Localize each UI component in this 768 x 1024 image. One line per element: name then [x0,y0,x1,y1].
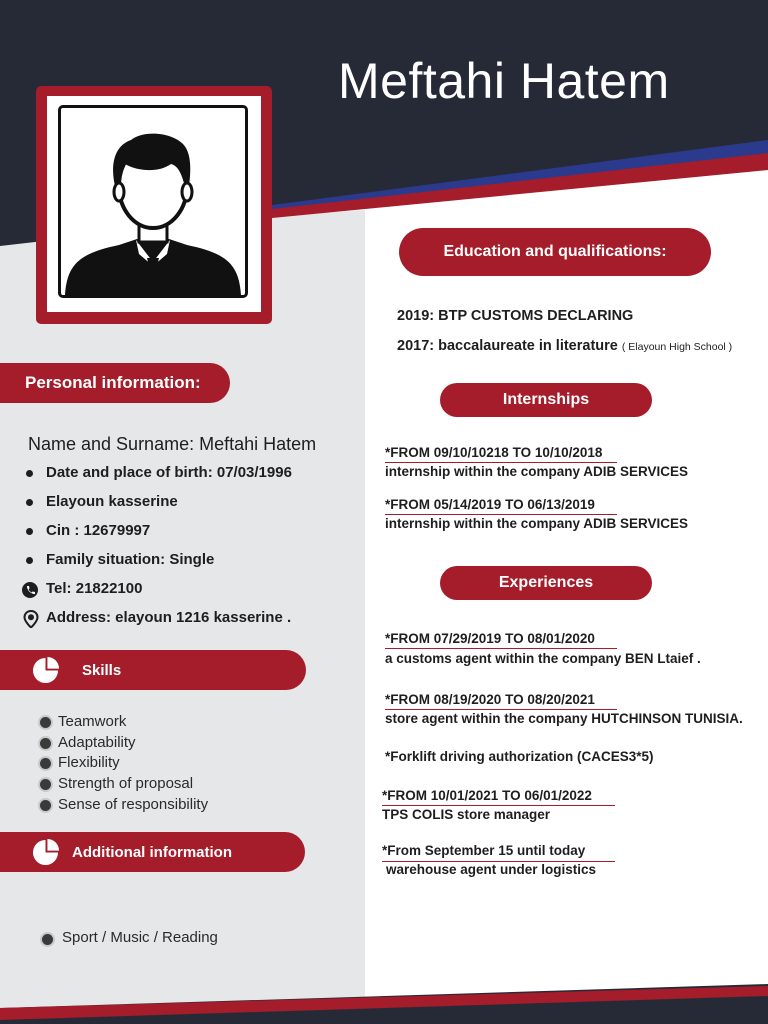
avatar [58,105,248,298]
underline [385,514,617,515]
education-item [397,338,732,354]
address: Address: elayoun 1216 kasserine . [46,609,292,626]
bullet-icon [40,800,51,811]
bullet-icon [40,779,51,790]
additional-info-heading [0,832,305,872]
bullet-icon [40,758,51,769]
skill-item: Adaptability [58,734,136,751]
experience-period: *FROM 08/19/2020 TO 08/20/2021 [385,692,595,707]
cin-number: Cin : 12679997 [46,522,151,539]
person-silhouette-icon [61,108,245,295]
birth-place: Elayoun kasserine [46,493,178,510]
skills-heading [0,650,306,690]
experiences-heading: Experiences [440,566,652,600]
bullet-icon [40,738,51,749]
experience-description: warehouse agent under logistics [386,862,597,877]
bullet-icon [26,557,33,564]
additional-info-heading-label: Additional information [72,843,232,861]
education-item [397,308,633,324]
birth-date: Date and place of birth: 07/03/1996 [46,464,292,481]
internship-description: internship within the company ADIB SERVICES [385,516,689,531]
experience-period: *From September 15 until today [382,843,586,858]
education-item-text: 2019: BTP CUSTOMS DECLARING [397,308,634,324]
internship-period: *FROM 05/14/2019 TO 06/13/2019 [385,497,595,512]
telephone: Tel: 21822100 [46,580,143,597]
location-pin-icon [23,610,39,628]
skills-heading-label: Skills [82,661,122,679]
page-title: Meftahi Hatem [338,53,670,109]
pie-chart-icon [32,839,59,866]
bullet-icon [42,934,53,945]
underline [382,805,615,806]
family-situation: Family situation: Single [46,551,215,568]
phone-icon [22,581,38,599]
underline [385,709,617,710]
experience-description: *Forklift driving authorization (CACES3*5) [385,749,654,764]
skill-item: Teamwork [58,713,127,730]
underline [385,462,617,463]
pie-chart-icon [32,657,59,684]
experience-period: *FROM 10/01/2021 TO 06/01/2022 [382,788,592,803]
hobbies: Sport / Music / Reading [62,929,218,946]
name-and-surname: Name and Surname: Meftahi Hatem [28,434,317,454]
education-item-text: 2017: baccalaureate in literature [397,338,618,354]
bullet-icon [40,717,51,728]
internship-period: *FROM 09/10/10218 TO 10/10/2018 [385,445,603,460]
skill-item: Strength of proposal [58,775,194,792]
skill-item: Sense of responsibility [58,796,209,813]
underline [385,648,617,649]
internships-heading: Internships [440,383,652,417]
experience-period: *FROM 07/29/2019 TO 08/01/2020 [385,631,595,646]
personal-info-heading: Personal information: [0,363,230,403]
experience-description: TPS COLIS store manager [382,807,551,822]
bullet-icon [26,499,33,506]
internship-description: internship within the company ADIB SERVICES [385,464,689,479]
experience-description: store agent within the company HUTCHINSON TUNISIA. [385,711,743,726]
bullet-icon [26,470,33,477]
education-heading: Education and qualifications: [399,228,711,276]
skill-item: Flexibility [58,754,120,771]
bullet-icon [26,528,33,535]
experience-description: a customs agent within the company BEN Ltaief . [385,651,701,666]
education-item-note: ( Elayoun High School ) [621,341,733,353]
